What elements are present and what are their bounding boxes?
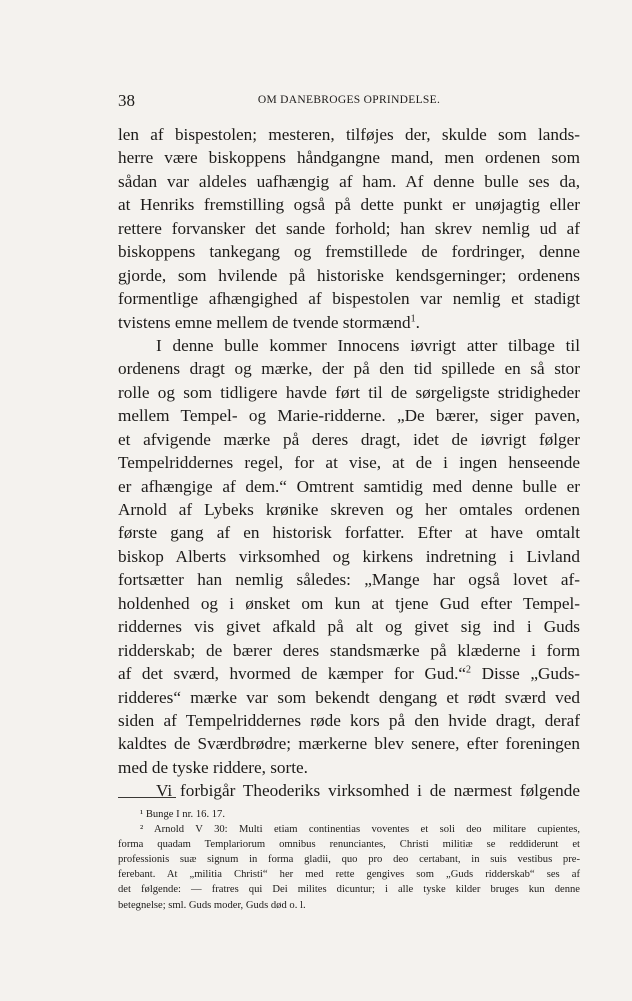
footnote-ref-2: 2 xyxy=(466,664,472,676)
text-line: er afhængige af dem.“ Omtrent samtidig med denne bulle er xyxy=(118,476,580,496)
text-line: biskoppens tankegang og fremstillede de fordringer, denne xyxy=(118,242,580,262)
text-line: len af bispestolen; mesteren, tilføjes der, skulde som lands- xyxy=(118,125,580,144)
text-line: sådan var aldeles uafhængig af ham. Af denne bulle ses da, xyxy=(118,171,580,191)
text-line: at Henriks fremstilling også på dette punkt er unøjagtig eller xyxy=(118,195,580,215)
footnote-2-line: betegnelse; sml. Guds moder, Guds død o. l. xyxy=(118,899,306,911)
text-line: Arnold af Lybeks krønike skreven og her omtales ordenen xyxy=(118,500,580,519)
text-line: første gang af en historisk forfatter. Efter at have omtalt xyxy=(118,523,580,543)
footnotes xyxy=(118,807,580,913)
paragraph-start-line: Vi forbigår Theoderiks virksomhed i de nærmest følgende xyxy=(156,781,580,801)
text-line: mellem Tempel- og Marie-ridderne. „De bærer, siger paven, xyxy=(118,406,580,426)
text-line: Tempelriddernes regel, for at vise, at de i ingen henseende xyxy=(118,453,580,473)
footnote-2-line: ² Arnold V 30: Multi etiam continentias voventes et soli deo militare cupientes, xyxy=(140,824,580,836)
footnote-2-line: professionis suæ signum in forma gladii, quo pro deo certabant, in suis vestibus pre- xyxy=(118,854,580,866)
text-line: holdenhed og i ønsket om kun at tjene Gud efter Tempel- xyxy=(118,593,580,613)
footnote-ref-1: 1 xyxy=(410,312,416,324)
sentence-end: . xyxy=(415,312,420,332)
footnote-2-line: ferebant. At „militia Christi“ her med rette gengives som „Guds ridderskab“ ses af xyxy=(118,869,580,881)
page-header xyxy=(118,91,580,111)
text-line: ridderes“ mærke var som bekendt dengang et rødt sværd ved xyxy=(118,687,580,707)
running-head: OM DANEBROGES OPRINDELSE. xyxy=(257,94,441,106)
text-line: gjorde, som hvilende på historiske kendsgerninger; ordenens xyxy=(118,265,580,285)
footnote-2-line: det følgende: — fratres qui Dei milites dicuntur; i alle tyske kilder bruges kun denne xyxy=(118,884,580,896)
footnote-2-line: forma quadam Templariorum omnibus renunciantes, Christi militiæ se reddiderunt et xyxy=(118,839,580,851)
text-line: rolle og som tidligere havde ført til de sørgeligste stridigheder xyxy=(118,382,580,402)
text-line: et afvigende mærke på deres dragt, idet de iøvrigt følger xyxy=(118,429,580,449)
text-line xyxy=(118,662,580,685)
text-line-content: af det sværd, hvormed de kæmper for Gud.“ xyxy=(118,664,467,684)
text-line: rettere forvansker det sande forhold; han skrev nemlig ud af xyxy=(118,218,580,238)
page-number: 38 xyxy=(118,91,135,110)
text-line: ridderskab; de bærer deres standsmærke på klæderne i form xyxy=(118,640,580,660)
text-line-content: tvistens emne mellem de tvende stormænd xyxy=(118,312,411,332)
text-line: kaldtes de Sværdbrødre; mærkerne blev senere, efter foreningen xyxy=(118,734,580,754)
paragraph-start-line: I denne bulle kommer Innocens iøvrigt atter tilbage til xyxy=(156,335,580,355)
text-line: fortsætter han nemlig således: „Mange har også lovet af- xyxy=(118,570,580,590)
text-line-tail: Disse „Guds- xyxy=(471,664,581,684)
text-line: biskop Alberts virksomhed og kirkens indretning i Livland xyxy=(118,546,580,566)
footnote-divider xyxy=(118,797,176,798)
footnote-1: ¹ Bunge I nr. 16. 17. xyxy=(140,809,225,820)
text-line: siden af Tempelriddernes røde kors på den hvide dragt, deraf xyxy=(118,710,580,730)
text-line: ordenens dragt og mærke, der på den tid spillede en så stor xyxy=(118,359,580,379)
body-text xyxy=(118,123,580,803)
text-line: formentlige afhængighed af bispestolen var nemlig et stadigt xyxy=(118,289,580,309)
text-line xyxy=(118,311,580,334)
text-line: herre være biskoppens håndgangne mand, men ordenen som xyxy=(118,148,580,168)
text-line: med de tyske riddere, sorte. xyxy=(118,757,308,777)
text-line: riddernes vis givet afkald på alt og givet sig ind i Guds xyxy=(118,617,580,637)
